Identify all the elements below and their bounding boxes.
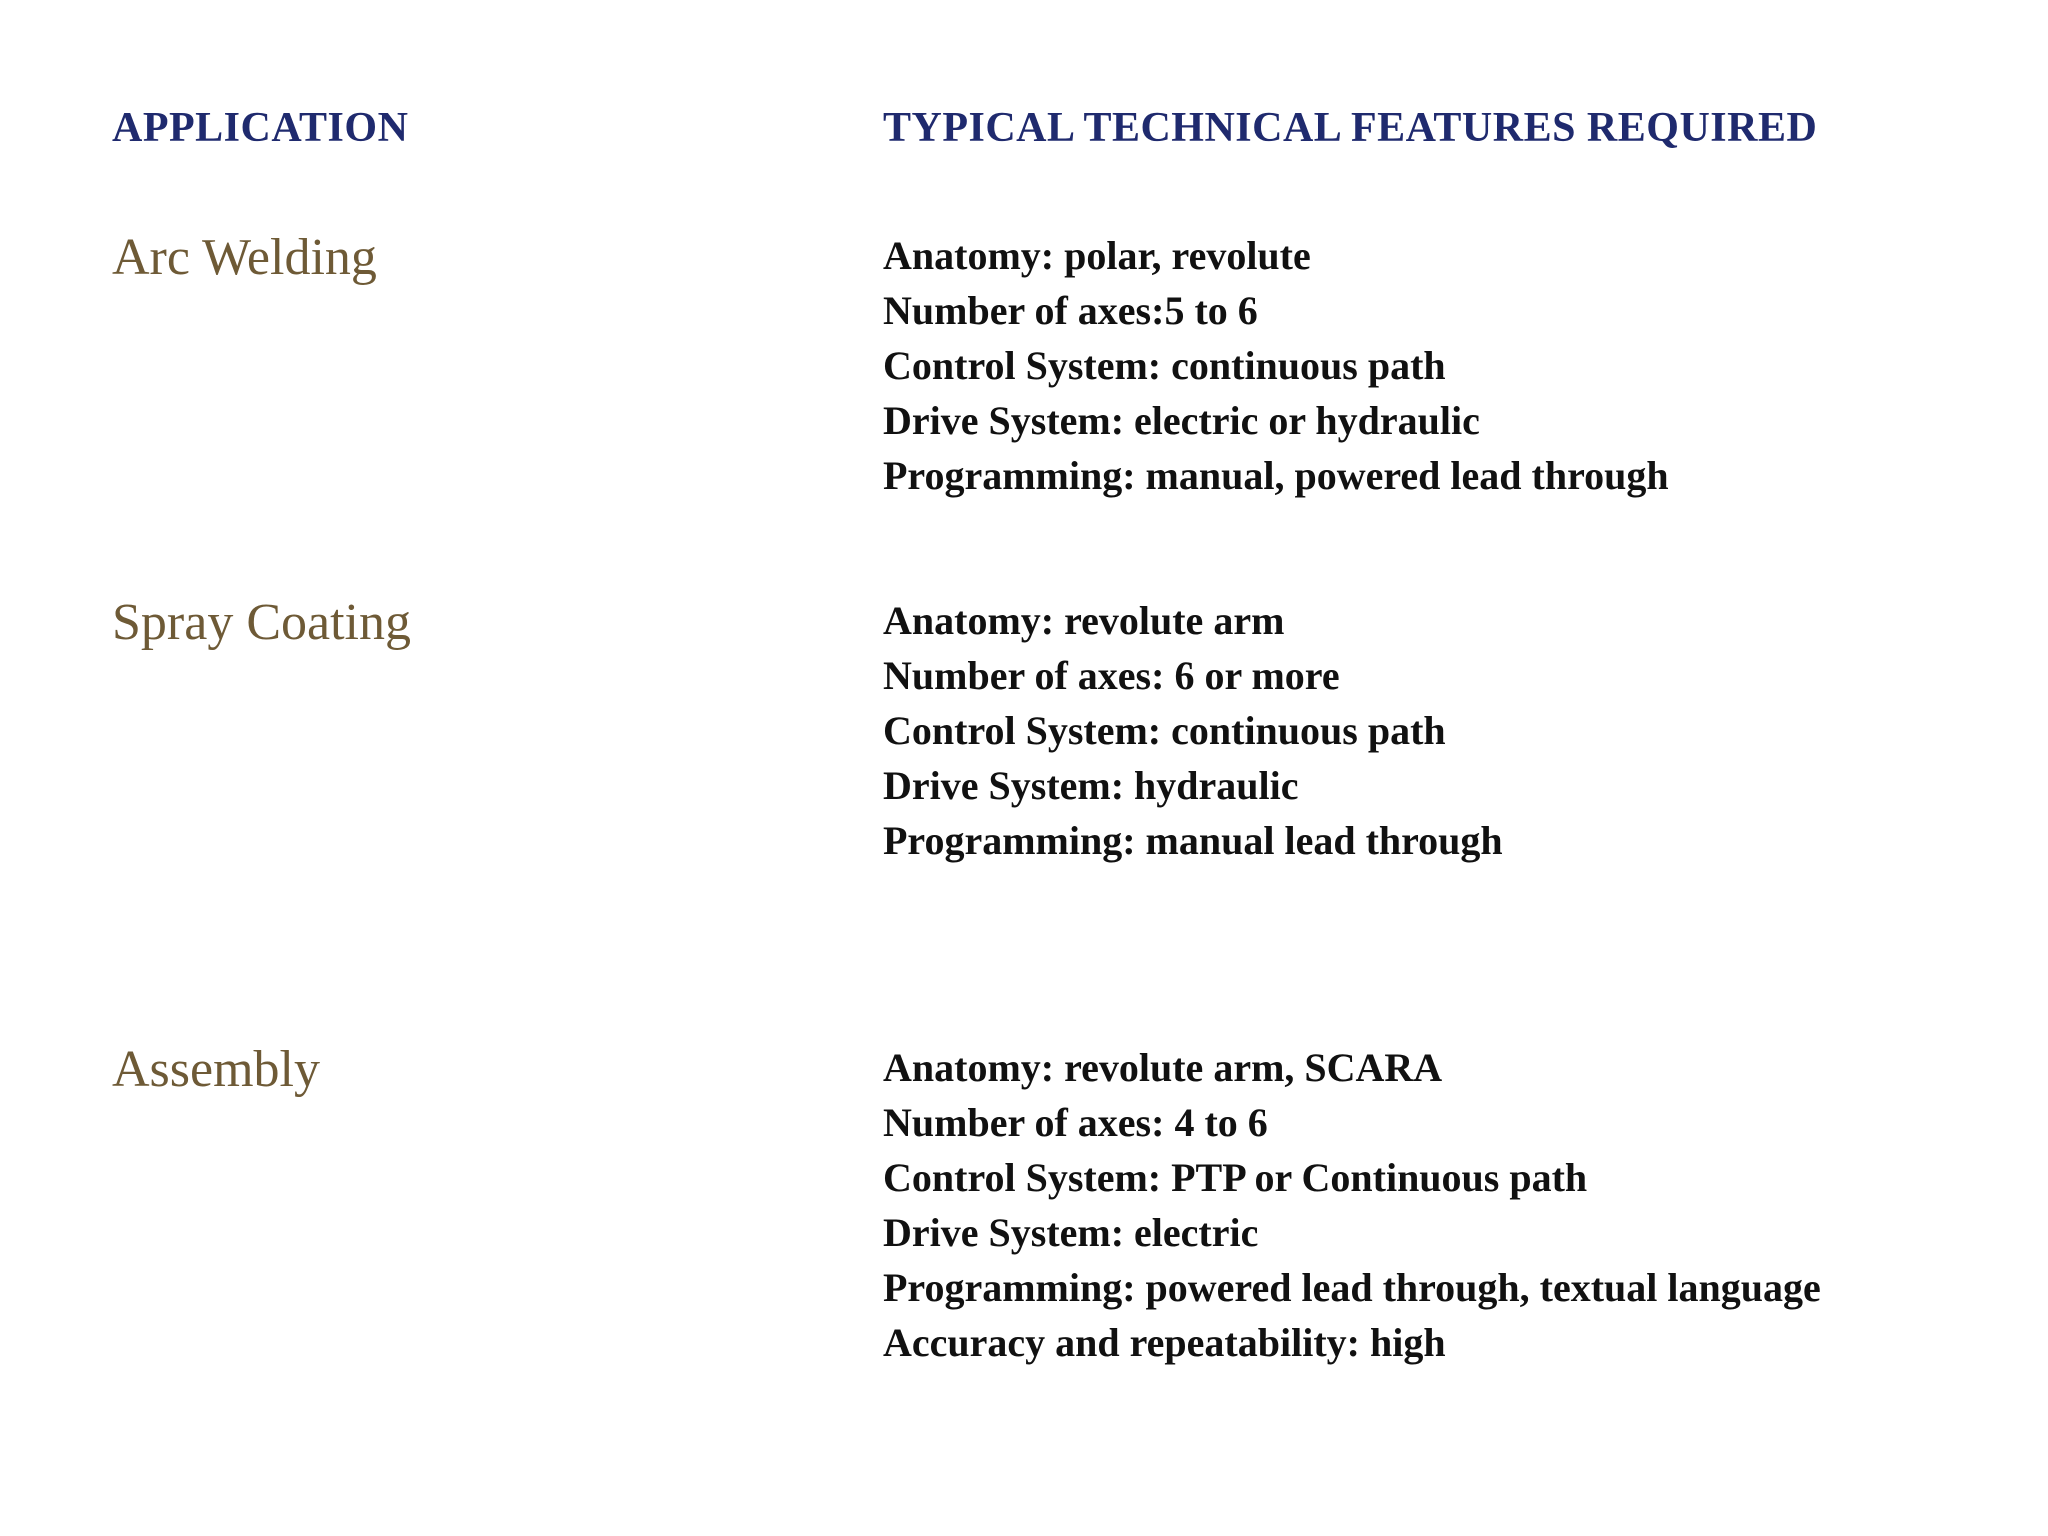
feature-line: Number of axes: 6 or more <box>883 653 1340 698</box>
feature-line: Number of axes:5 to 6 <box>883 288 1258 333</box>
feature-line: Drive System: hydraulic <box>883 763 1299 808</box>
feature-line: Accuracy and repeatability: high <box>883 1320 1446 1365</box>
feature-line: Anatomy: revolute arm <box>883 598 1285 643</box>
feature-line: Drive System: electric or hydraulic <box>883 398 1480 443</box>
feature-line: Programming: manual, powered lead through <box>883 453 1669 498</box>
feature-line: Control System: continuous path <box>883 708 1446 753</box>
feature-list <box>883 1040 1821 1370</box>
feature-list <box>883 228 1669 503</box>
feature-line: Control System: PTP or Continuous path <box>883 1155 1588 1200</box>
feature-line: Programming: manual lead through <box>883 818 1503 863</box>
feature-line: Number of axes: 4 to 6 <box>883 1100 1268 1145</box>
feature-list <box>883 593 1503 868</box>
application-name: Arc Welding <box>112 229 377 286</box>
application-name: Spray Coating <box>112 594 411 651</box>
features-column-header: TYPICAL TECHNICAL FEATURES REQUIRED <box>883 105 1818 151</box>
feature-line: Control System: continuous path <box>883 343 1446 388</box>
application-name: Assembly <box>112 1041 320 1098</box>
application-column-header: APPLICATION <box>112 105 409 151</box>
feature-line: Anatomy: revolute arm, SCARA <box>883 1045 1443 1090</box>
feature-line: Programming: powered lead through, textual language <box>883 1265 1821 1310</box>
feature-line: Anatomy: polar, revolute <box>883 233 1311 278</box>
feature-line: Drive System: electric <box>883 1210 1259 1255</box>
